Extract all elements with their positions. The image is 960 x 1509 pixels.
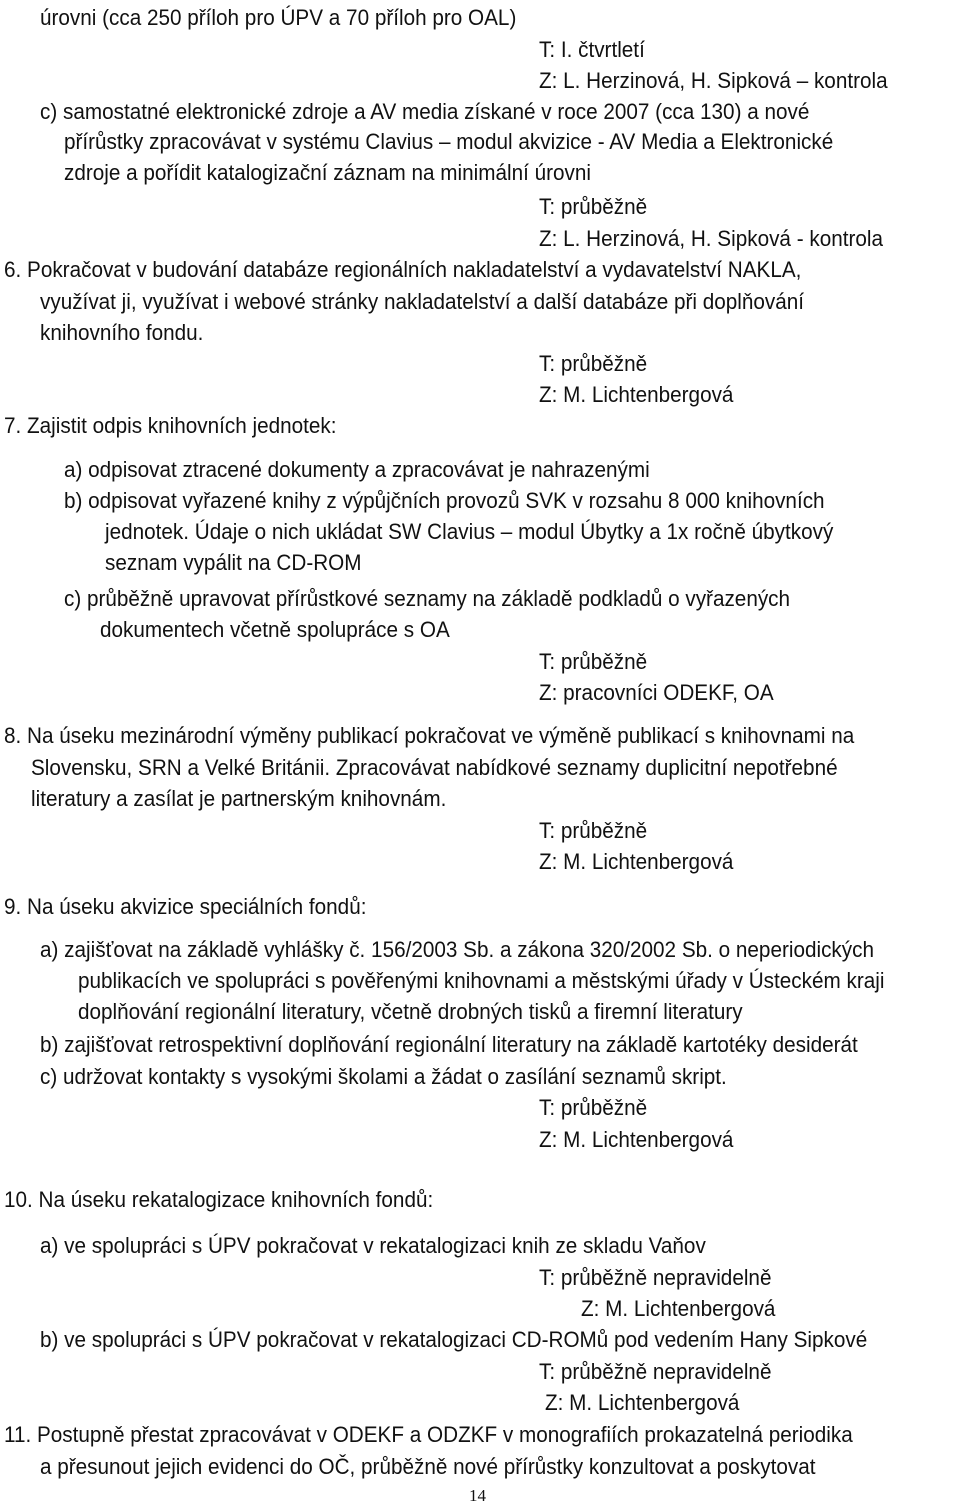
text-line: T: průběžně [539,351,648,376]
text-line: jednotek. Údaje o nich ukládat SW Clavius – modul Úbytky a 1x ročně úbytkový [105,519,834,544]
text-line: 7. Zajistit odpis knihovních jednotek: [4,413,337,438]
page-number: 14 [469,1486,486,1505]
text-line: literatury a zasílat je partnerským knihovnám. [31,786,447,811]
text-line: seznam vypálit na CD-ROM [105,550,362,575]
text-line: Z: L. Herzinová, H. Sipková – kontrola [539,68,888,93]
text-line: zdroje a pořídit katalogizační záznam na minimální úrovni [64,160,591,185]
text-line: a přesunout jejich evidenci do OČ, průběžně nové přírůstky konzultovat a poskytovat [40,1454,816,1479]
text-line: Z: M. Lichtenbergová [545,1390,740,1415]
text-line: b) ve spolupráci s ÚPV pokračovat v rekatalogizaci CD-ROMů pod vedením Hany Sipkové [40,1327,868,1352]
text-line: a) ve spolupráci s ÚPV pokračovat v rekatalogizaci knih ze skladu Vaňov [40,1233,706,1258]
text-line: Z: L. Herzinová, H. Sipková - kontrola [539,226,883,251]
text-line: úrovni (cca 250 příloh pro ÚPV a 70 příloh pro OAL) [40,5,517,30]
text-line: c) průběžně upravovat přírůstkové seznamy na základě podkladů o vyřazených [64,586,791,611]
text-line: 6. Pokračovat v budování databáze regionálních nakladatelství a vydavatelství NAKLA, [4,257,802,282]
text-line: T: průběžně [539,818,648,843]
text-line: publikacích ve spolupráci s pověřenými knihovnami a městskými úřady v Ústeckém kraji [78,968,885,993]
text-line: knihovního fondu. [40,320,204,345]
text-line: Z: M. Lichtenbergová [539,382,734,407]
text-line: Z: M. Lichtenbergová [539,1127,734,1152]
text-line: přírůstky zpracovávat v systému Clavius – modul akvizice - AV Media a Elektronické [64,129,834,154]
text-line: b) odpisovat vyřazené knihy z výpůjčních provozů SVK v rozsahu 8 000 knihovních [64,488,825,513]
text-line: T: průběžně [539,649,648,674]
text-line: T: průběžně nepravidelně [539,1265,772,1290]
text-line: T: průběžně [539,194,648,219]
text-line: 10. Na úseku rekatalogizace knihovních fondů: [4,1187,434,1212]
text-line: b) zajišťovat retrospektivní doplňování regionální literatury na základě kartotéky desiderát [40,1032,858,1057]
text-line: c) samostatné elektronické zdroje a AV media získané v roce 2007 (cca 130) a nové [40,99,810,124]
text-line: T: průběžně nepravidelně [539,1359,772,1384]
text-line: doplňování regionální literatury, včetně drobných tisků a firemní literatury [78,999,743,1024]
text-line: T: průběžně [539,1095,648,1120]
text-line: 9. Na úseku akvizice speciálních fondů: [4,894,367,919]
text-line: Z: M. Lichtenbergová [539,849,734,874]
text-line: Z: M. Lichtenbergová [581,1296,776,1321]
text-line: T: I. čtvrtletí [539,37,645,62]
text-line: Z: pracovníci ODEKF, OA [539,680,774,705]
text-line: Slovensku, SRN a Velké Británii. Zpracovávat nabídkové seznamy duplicitní nepotřebné [31,755,838,780]
text-line: c) udržovat kontakty s vysokými školami a žádat o zasílání seznamů skript. [40,1064,727,1089]
text-line: 8. Na úseku mezinárodní výměny publikací pokračovat ve výměně publikací s knihovnami na [4,723,855,748]
text-line: a) zajišťovat na základě vyhlášky č. 156/2003 Sb. a zákona 320/2002 Sb. o neperiodických [40,937,874,962]
text-line: a) odpisovat ztracené dokumenty a zpracovávat je nahrazenými [64,457,650,482]
text-line: dokumentech včetně spolupráce s OA [100,617,450,642]
text-line: využívat ji, využívat i webové stránky nakladatelství a další databáze při doplňování [40,289,805,314]
text-line: 11. Postupně přestat zpracovávat v ODEKF a ODZKF v monografiích prokazatelná periodika [4,1422,853,1447]
